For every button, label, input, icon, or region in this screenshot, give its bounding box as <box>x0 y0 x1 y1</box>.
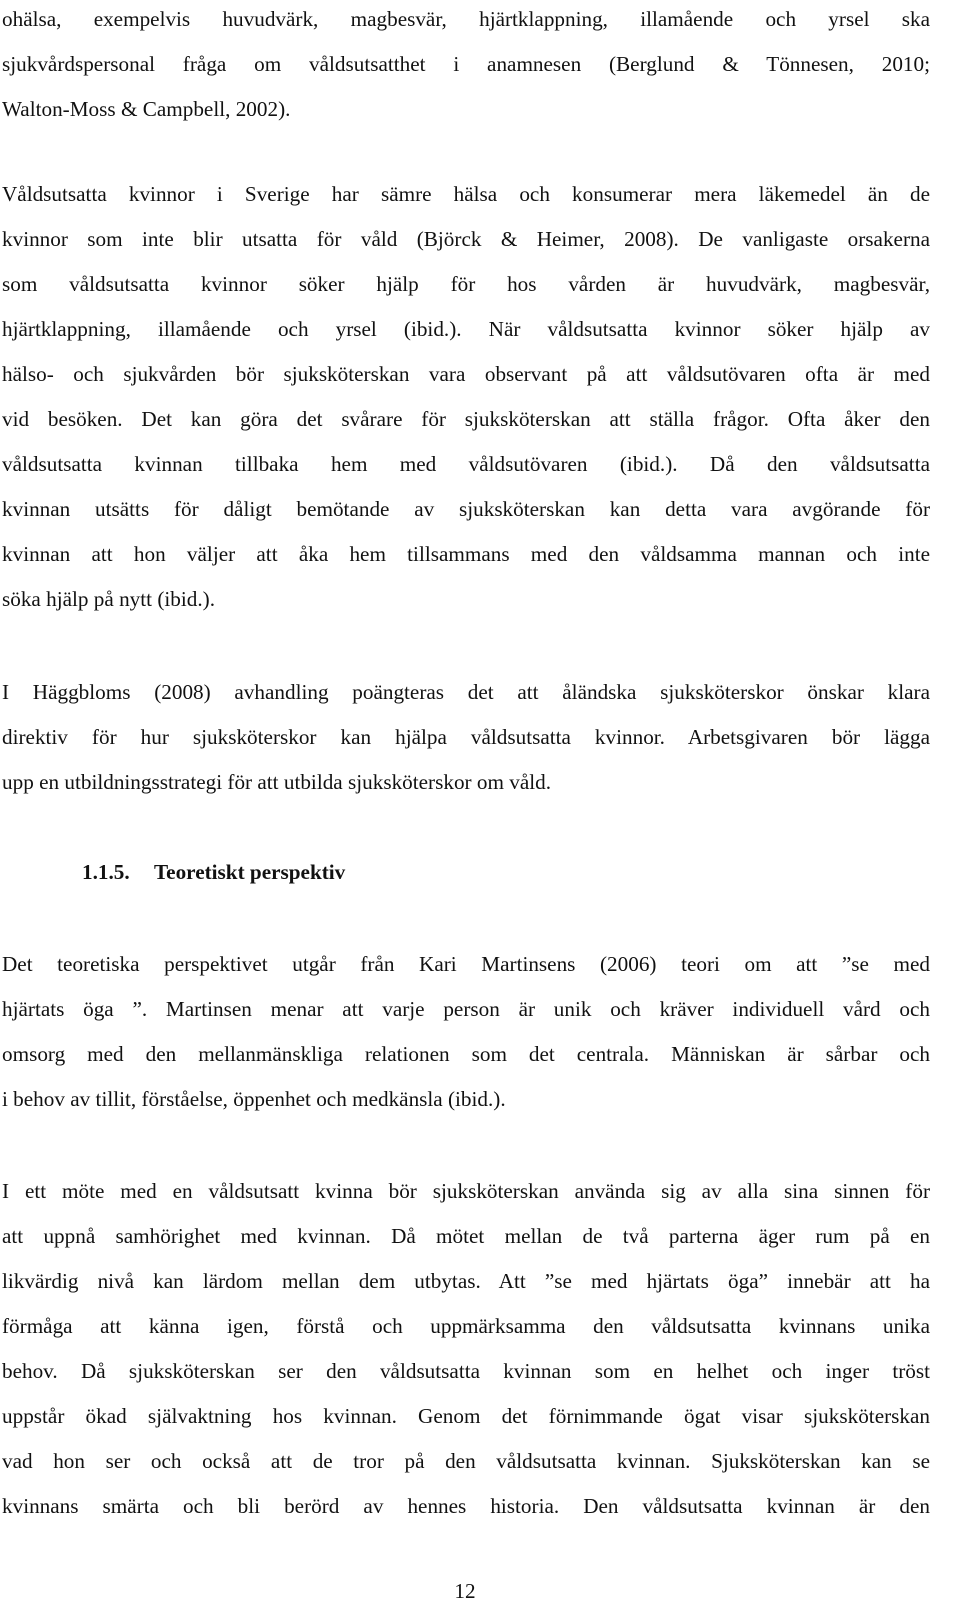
paragraph-theory <box>2 942 930 1122</box>
section-title: Teoretiskt perspektiv <box>154 860 346 884</box>
text-line: förmåga att känna igen, förstå och uppmärksamma den våldsutsatta kvinnans unika <box>2 1314 930 1338</box>
text-line: hjärtklappning, illamående och yrsel (ibid.). När våldsutsatta kvinnor söker hjälp av <box>2 317 930 341</box>
text-line: I ett möte med en våldsutsatt kvinna bör sjuksköterskan använda sig av alla sina sinnen för <box>2 1179 930 1203</box>
paragraph-meeting <box>2 1169 930 1529</box>
text-line: i behov av tillit, förståelse, öppenhet och medkänsla (ibid.). <box>2 1087 506 1111</box>
text-line: Det teoretiska perspektivet utgår från Kari Martinsens (2006) teori om att ”se med <box>2 952 930 976</box>
text-line: sjukvårdspersonal fråga om våldsutsatthet i anamnesen (Berglund & Tönnesen, 2010; <box>2 52 930 76</box>
text-line: kvinnan att hon väljer att åka hem tillsammans med den våldsamma mannan och inte <box>2 542 930 566</box>
section-heading <box>82 850 345 895</box>
text-line: I Häggbloms (2008) avhandling poängteras det att åländska sjuksköterskor önskar klara <box>2 680 930 704</box>
text-line: Walton-Moss & Campbell, 2002). <box>2 97 291 121</box>
text-line: ohälsa, exempelvis huvudvärk, magbesvär, hjärtklappning, illamående och yrsel ska <box>2 7 930 31</box>
text-line: vid besöken. Det kan göra det svårare för sjuksköterskan att ställa frågor. Ofta åker den <box>2 407 930 431</box>
text-line: Våldsutsatta kvinnor i Sverige har sämre hälsa och konsumerar mera läkemedel än de <box>2 182 930 206</box>
text-line: våldsutsatta kvinnan tillbaka hem med våldsutövaren (ibid.). Då den våldsutsatta <box>2 452 930 476</box>
text-line: upp en utbildningsstrategi för att utbilda sjuksköterskor om våld. <box>2 770 552 794</box>
section-number: 1.1.5. <box>82 860 130 884</box>
paragraph-health-effects <box>2 172 930 622</box>
text-line: att uppnå samhörighet med kvinnan. Då mötet mellan de två parterna äger rum på en <box>2 1224 930 1248</box>
text-line: kvinnan utsätts för dåligt bemötande av sjuksköterskan kan detta vara avgörande för <box>2 497 930 521</box>
text-line: hjärtats öga ”. Martinsen menar att varje person är unik och kräver individuell vård och <box>2 997 930 1021</box>
text-line: behov. Då sjuksköterskan ser den våldsutsatta kvinnan som en helhet och inger tröst <box>2 1359 930 1383</box>
text-line: direktiv för hur sjuksköterskor kan hjälpa våldsutsatta kvinnor. Arbetsgivaren bör lägga <box>2 725 930 749</box>
paragraph-haggblom <box>2 670 930 805</box>
text-line: söka hjälp på nytt (ibid.). <box>2 587 216 611</box>
text-line: uppstår ökad självaktning hos kvinnan. Genom det förnimmande ögat visar sjuksköterskan <box>2 1404 930 1428</box>
paragraph-intro-continuation <box>2 0 930 132</box>
page-number: 12 <box>454 1579 476 1603</box>
text-line: omsorg med den mellanmänskliga relationen som det centrala. Människan är sårbar och <box>2 1042 930 1066</box>
text-line: vad hon ser och också att de tror på den våldsutsatta kvinnan. Sjuksköterskan kan se <box>2 1449 930 1473</box>
text-line: som våldsutsatta kvinnor söker hjälp för hos vården är huvudvärk, magbesvär, <box>2 272 930 296</box>
text-line: likvärdig nivå kan lärdom mellan dem utbytas. Att ”se med hjärtats öga” innebär att ha <box>2 1269 930 1293</box>
text-line: hälso- och sjukvården bör sjuksköterskan vara observant på att våldsutövaren ofta är med <box>2 362 930 386</box>
text-line: kvinnor som inte blir utsatta för våld (Björck & Heimer, 2008). De vanligaste orsakerna <box>2 227 930 251</box>
text-line: kvinnans smärta och bli berörd av hennes historia. Den våldsutsatta kvinnan är den <box>2 1494 930 1518</box>
